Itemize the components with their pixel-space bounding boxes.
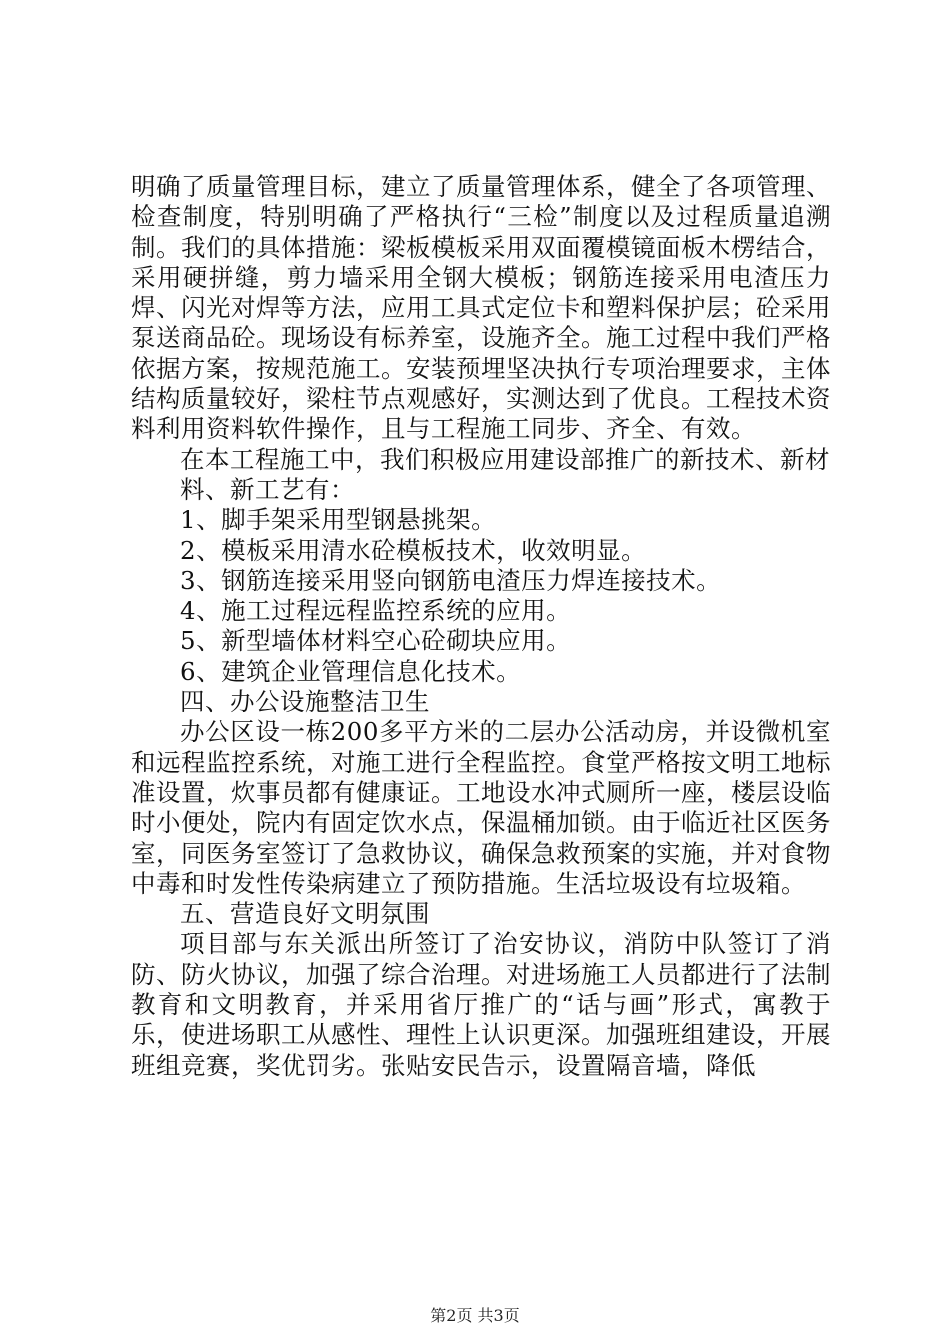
list-item: 6、建筑企业管理信息化技术。 (180, 656, 522, 686)
office-paragraph: 办公区设一栋200多平方米的二层办公活动房，并设微机室和远程监控系统，对施工进行全程监控。食堂严格按文明工地标准设置，炊事员都有健康证。工地设水冲式厕所一座，楼层设临时小便处，院内有固定饮水点，保温桶加锁。由于临近社区医务室，同医务室签订了急救协议，确保急救预案的实施，并对食物中毒和时发性传染病建立了预防措施。生活垃圾设有垃圾箱。 (131, 717, 831, 898)
section-heading-civilization: 五、营造良好文明氛围 (180, 899, 430, 929)
page-footer: 第2页 共3页 (430, 1306, 520, 1325)
list-item: 5、新型墙体材料空心砼砌块应用。 (180, 626, 572, 656)
new-tech-intro-continuation: 料、新工艺有： (180, 474, 355, 504)
list-item: 4、施工过程远程监控系统的应用。 (180, 596, 572, 626)
section-heading-office: 四、办公设施整洁卫生 (180, 687, 430, 717)
civilization-paragraph: 项目部与东关派出所签订了治安协议，消防中队签订了消防、防火协议，加强了综合治理。对进场施工人员都进行了法制教育和文明教育，并采用省厅推广的“话与画”形式，寓教于乐，使进场职工从感性、理性上认识更深。加强班组建设，开展班组竞赛，奖优罚劣。张贴安民告示，设置隔音墙，降低 (131, 929, 831, 1080)
quality-paragraph: 明确了质量管理目标，建立了质量管理体系，健全了各项管理、检查制度，特别明确了严格执行“三检”制度以及过程质量追溯制。我们的具体措施：梁板模板采用双面覆模镜面板木楞结合，采用硬拼缝，剪力墙采用全钢大模板；钢筋连接采用电渣压力焊、闪光对焊等方法，应用工具式定位卡和塑料保护层；砼采用泵送商品砼。现场设有标养室，设施齐全。施工过程中我们严格依据方案，按规范施工。安装预埋坚决执行专项治理要求，主体结构质量较好，梁柱节点观感好，实测达到了优良。工程技术资料利用资料软件操作，且与工程施工同步、齐全、有效。 (131, 172, 831, 444)
list-item: 2、模板采用清水砼模板技术，收效明显。 (180, 535, 647, 565)
list-item: 3、钢筋连接采用竖向钢筋电渣压力焊连接技术。 (180, 565, 722, 595)
list-item: 1、脚手架采用型钢悬挑架。 (180, 505, 497, 535)
new-tech-intro-paragraph: 在本工程施工中，我们积极应用建设部推广的新技术、新材 (180, 444, 830, 474)
document-body (131, 172, 831, 1081)
